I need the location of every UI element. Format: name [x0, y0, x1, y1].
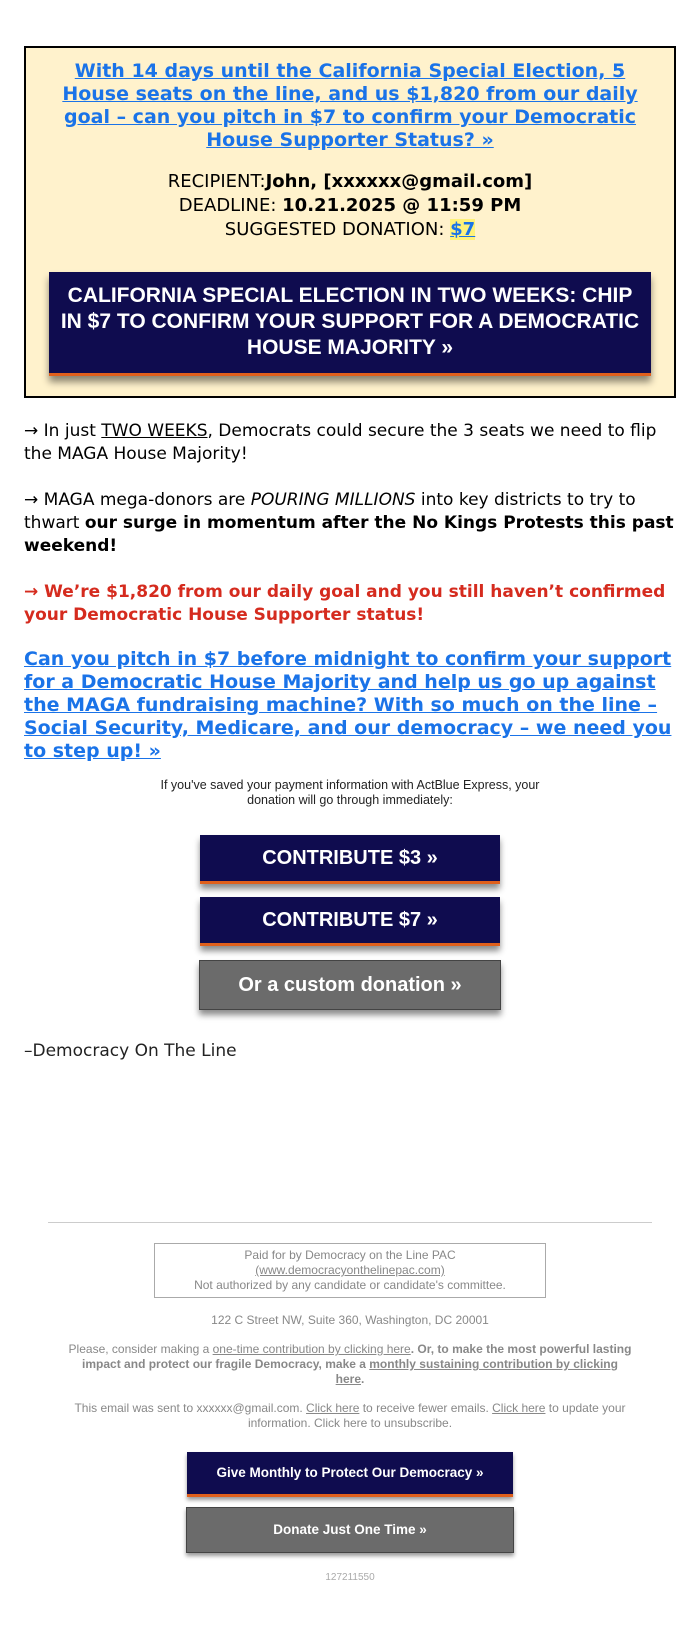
footer [48, 1222, 652, 1585]
update-text: to update your information. Click here to unsubscribe. [247, 1401, 626, 1430]
paid-for-text: Paid for by Democracy on the Line PAC [244, 1248, 456, 1262]
consider-paragraph [48, 1342, 652, 1387]
one-time-link[interactable]: one-time contribution by clicking here [212, 1342, 411, 1356]
not-authorized-text: Not authorized by any candidate or candidate's committee. [194, 1278, 506, 1292]
recipient-info [40, 170, 660, 242]
give-monthly-button[interactable]: Give Monthly to Protect Our Democracy » [187, 1452, 513, 1497]
contribute-7-button[interactable]: CONTRIBUTE $7 » [200, 897, 500, 946]
consider-end: . [361, 1372, 365, 1386]
headline-link[interactable]: With 14 days until the California Special Election, 5 House seats on the line, and us $1,820 from our daily goal – can you pitch in $7 to confirm your Democratic House Supporter Status? » [62, 60, 638, 151]
contribute-3-button[interactable]: CONTRIBUTE $3 » [200, 835, 500, 884]
suggested-amount-link[interactable]: $7 [450, 219, 476, 240]
deadline-value: 10.21.2025 @ 11:59 PM [282, 195, 522, 216]
consider-bold-text: . Or, to make the most powerful lasting impact and protect our fragile Democracy, make a [82, 1342, 632, 1371]
pitch-in-link[interactable]: Can you pitch in $7 before midnight to confirm your support for a Democratic House Majority and help us go up against the MAGA fundraising machine? With so much on the line – Social Security, Medicare, and our democracy – we need you to step up! » [24, 648, 672, 762]
fewer-text: to receive fewer emails. [359, 1401, 493, 1415]
update-info-link[interactable]: Click here [492, 1401, 546, 1415]
tracking-code: 127211550 [325, 1572, 375, 1583]
email-preferences [48, 1401, 652, 1431]
signoff: –Democracy On The Line [24, 1041, 237, 1061]
pac-website-link[interactable]: (www.democracyonthelinepac.com) [255, 1263, 445, 1277]
paragraph-mega-donors [24, 489, 676, 558]
p2-text: MAGA mega-donors are [38, 490, 251, 510]
paid-for-box [154, 1243, 546, 1298]
sent-to-text: This email was sent to xxxxxx@gmail.com. [74, 1401, 307, 1415]
recipient-value: John, [xxxxxx@gmail.com] [265, 171, 533, 192]
body-copy [24, 420, 676, 763]
p2-text-mid: into key districts to try to thwart [24, 490, 636, 533]
hero-donate-button[interactable]: CALIFORNIA SPECIAL ELECTION IN TWO WEEKS: CHIP IN $7 TO CONFIRM YOUR SUPPORT FOR A DEMOCRATIC HOUSE MAJORITY » [49, 272, 651, 376]
p1-text-end: , Democrats could secure the 3 seats we need to flip the MAGA House Majority! [24, 421, 657, 464]
p2-bold: our surge in momentum after the No Kings Protests this past weekend! [24, 513, 674, 556]
express-note [24, 778, 676, 808]
recipient-label: RECIPIENT: [167, 171, 266, 192]
arrow-glyph: → [24, 421, 39, 441]
custom-donation-button[interactable]: Or a custom donation » [199, 960, 501, 1010]
suggested-label: SUGGESTED DONATION: [224, 219, 445, 240]
pouring-millions: POURING MILLIONS [250, 490, 416, 510]
donate-buttons [24, 835, 676, 1010]
monthly-link[interactable]: monthly sustaining contribution by clicking here [335, 1357, 618, 1386]
arrow-glyph: → [24, 490, 39, 510]
p1-text: In just [38, 421, 102, 441]
consider-text: Please, consider making a [68, 1342, 213, 1356]
two-weeks-underline: TWO WEEKS [101, 421, 208, 441]
donate-once-button[interactable]: Donate Just One Time » [186, 1507, 514, 1553]
deadline-label: DEADLINE: [178, 195, 277, 216]
callout-box [24, 46, 676, 398]
paragraph-daily-goal: → We’re $1,820 from our daily goal and you still haven’t confirmed your Democratic House Supporter status! [24, 582, 666, 625]
express-note-text: If you've saved your payment information with ActBlue Express, your donation will go through immediately: [160, 778, 540, 807]
fewer-emails-link[interactable]: Click here [306, 1401, 360, 1415]
mailing-address: 122 C Street NW, Suite 360, Washington, DC 20001 [211, 1313, 489, 1327]
paragraph-two-weeks [24, 420, 676, 466]
